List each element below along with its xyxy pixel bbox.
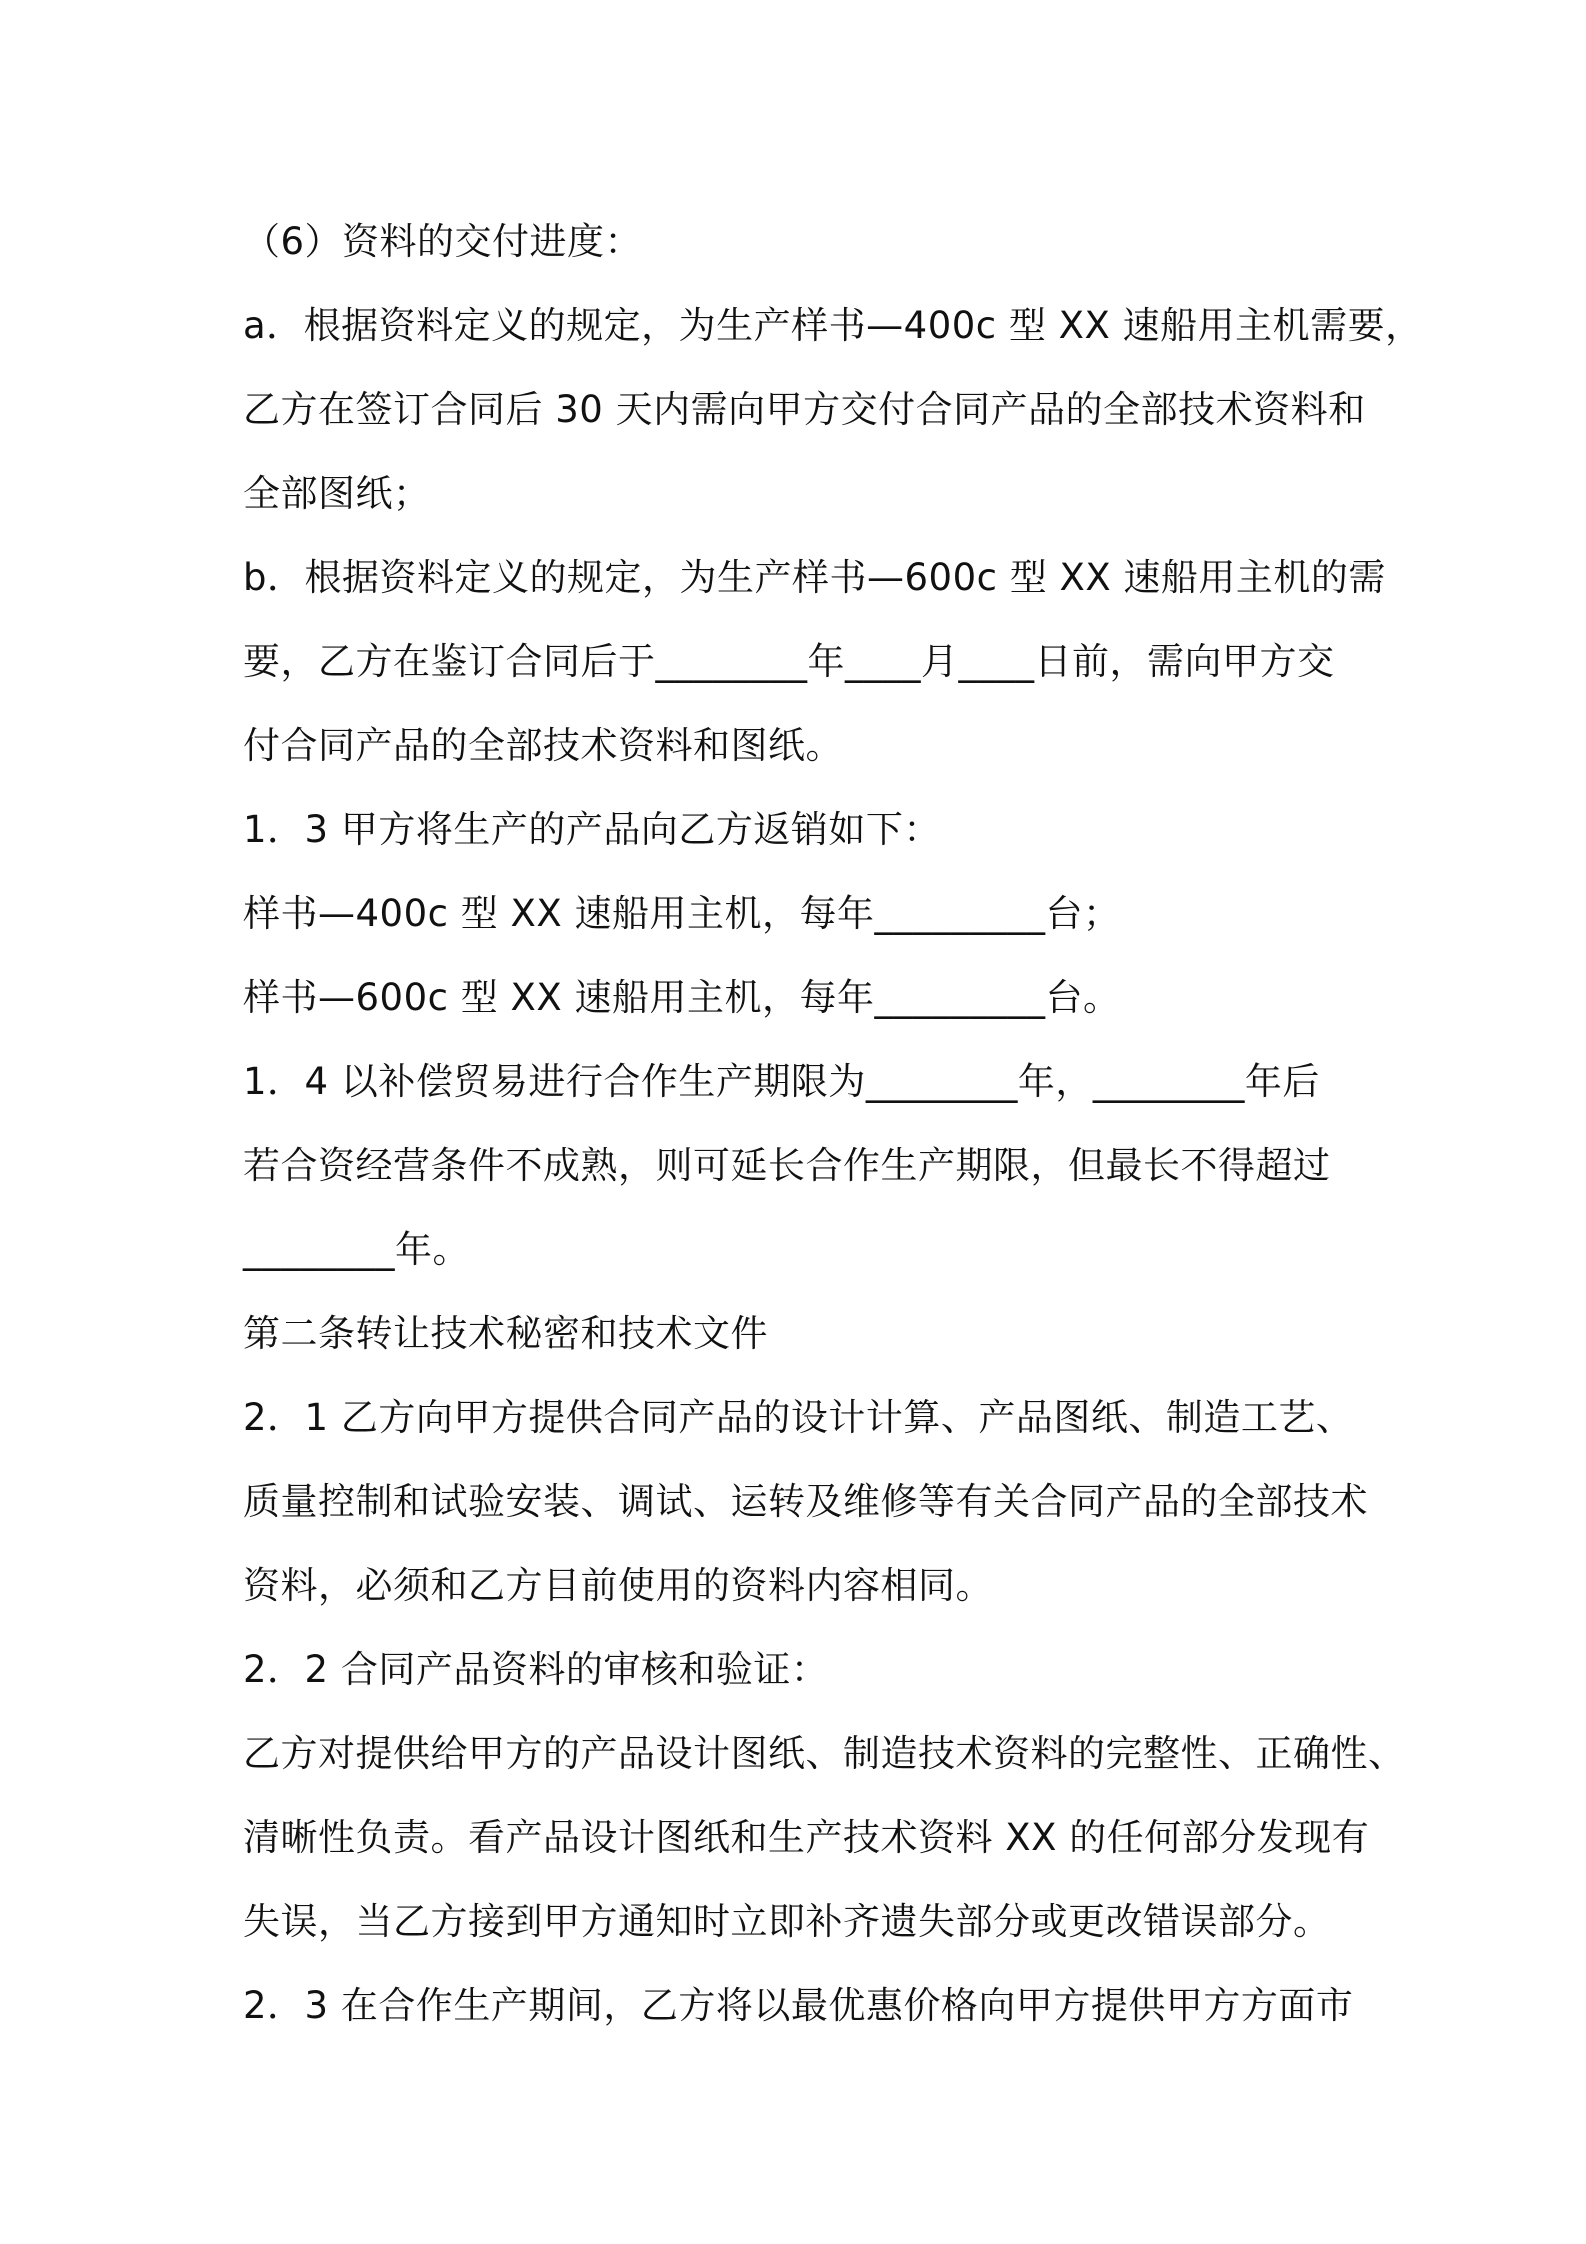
clause-1-4-line-1: 1．4 以补偿贸易进行合作生产期限为________年，________年后: [243, 1060, 1320, 1103]
clause-2-2-line-3: 失误，当乙方接到甲方通知时立即补齐遗失部分或更改错误部分。: [243, 1900, 1331, 1943]
clause-2-2-line-2: 清晰性负责。看产品设计图纸和生产技术资料 XX 的任何部分发现有: [243, 1816, 1370, 1859]
clause-2-1-line-3: 资料，必须和乙方目前使用的资料内容相同。: [243, 1564, 993, 1607]
clause-1-3-item-600c: 样书—600c 型 XX 速船用主机，每年_________台。: [243, 976, 1121, 1019]
document-body: [243, 200, 1423, 2048]
paragraph-b-line-1: b．根据资料定义的规定，为生产样书—600c 型 XX 速船用主机的需: [243, 556, 1386, 599]
section-heading-delivery-schedule: （6）资料的交付进度：: [243, 220, 643, 263]
paragraph-b-line-3: 付合同产品的全部技术资料和图纸。: [243, 724, 843, 767]
paragraph-a-line-2: 乙方在签订合同后 30 天内需向甲方交付合同产品的全部技术资料和: [243, 388, 1366, 431]
clause-2-2-heading: 2．2 合同产品资料的审核和验证：: [243, 1648, 829, 1691]
paragraph-a-line-3: 全部图纸；: [243, 472, 431, 515]
clause-1-4-line-2: 若合资经营条件不成熟，则可延长合作生产期限，但最长不得超过: [243, 1144, 1331, 1187]
paragraph-b-line-2: 要，乙方在鉴订合同后于________年____月____日前，需向甲方交: [243, 640, 1335, 683]
clause-1-3-heading: 1．3 甲方将生产的产品向乙方返销如下：: [243, 808, 941, 851]
paragraph-a-line-1: a．根据资料定义的规定，为生产样书—400c 型 XX 速船用主机需要，: [243, 304, 1423, 347]
clause-1-4-line-3: ________年。: [243, 1228, 470, 1271]
article-2-heading: 第二条转让技术秘密和技术文件: [243, 1312, 768, 1355]
clause-1-3-item-400c: 样书—400c 型 XX 速船用主机，每年_________台；: [243, 892, 1121, 935]
clause-2-3-line-1: 2．3 在合作生产期间，乙方将以最优惠价格向甲方提供甲方方面市: [243, 1984, 1354, 2027]
clause-2-1-line-1: 2．1 乙方向甲方提供合同产品的设计计算、产品图纸、制造工艺、: [243, 1396, 1354, 1439]
clause-2-2-line-1: 乙方对提供给甲方的产品设计图纸、制造技术资料的完整性、正确性、: [243, 1732, 1406, 1775]
clause-2-1-line-2: 质量控制和试验安装、调试、运转及维修等有关合同产品的全部技术: [243, 1480, 1368, 1523]
